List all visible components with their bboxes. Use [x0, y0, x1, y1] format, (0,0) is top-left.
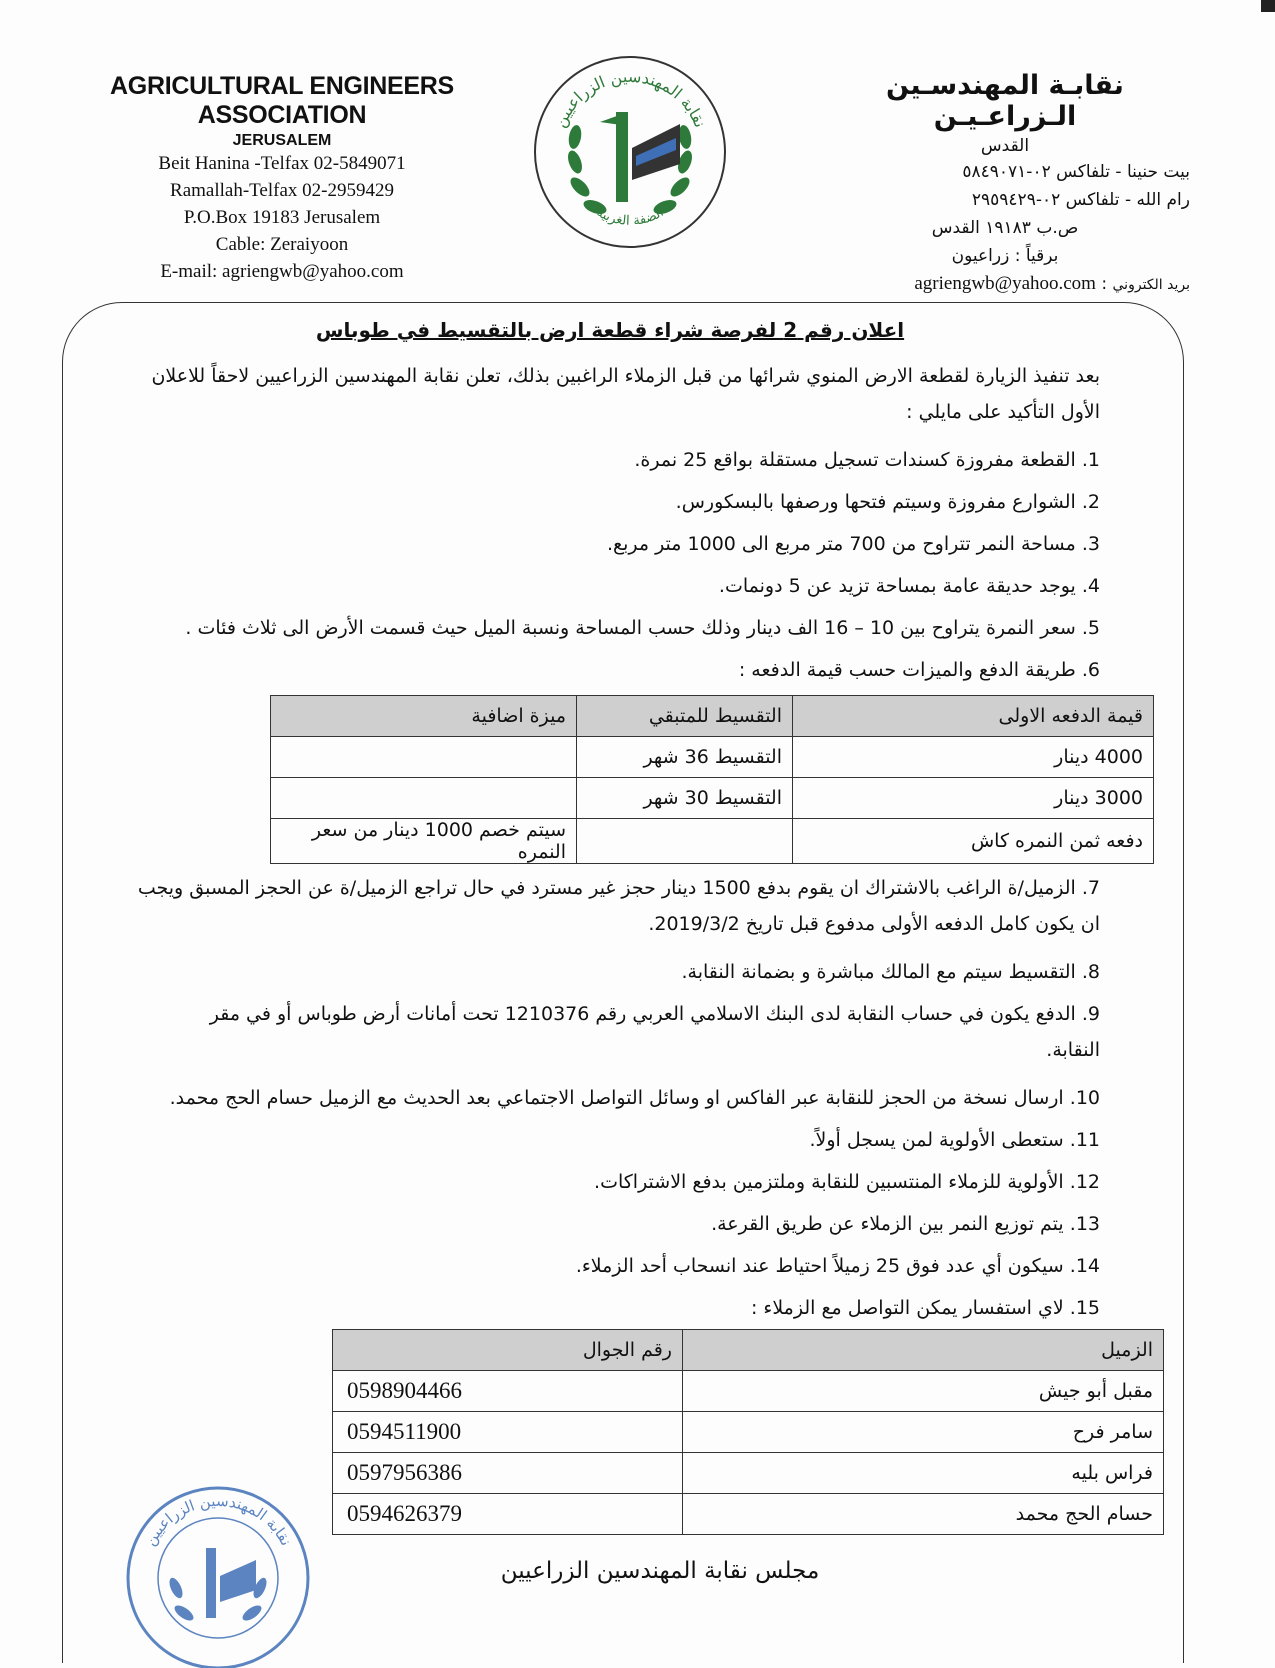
table-cell: [271, 778, 577, 819]
org-name-en: AGRICULTURAL ENGINEERS ASSOCIATION: [110, 72, 454, 129]
list-item: 4. يوجد حديقة عامة بمساحة تزيد عن 5 دونمات.: [718, 575, 1100, 597]
header-english: [52, 72, 512, 285]
table-row: [333, 1371, 1164, 1412]
table-header-row: [333, 1330, 1164, 1371]
table-row: [271, 819, 1154, 864]
contact-name: فراس بليه: [683, 1453, 1164, 1494]
contacts-table: [332, 1329, 1164, 1535]
table-cell: سيتم خصم 1000 دينار من سعر النمره: [271, 819, 577, 864]
email-label: بريد الكتروني: [1112, 277, 1190, 293]
column-header: ميزة اضافية: [271, 696, 577, 737]
address-line-ar: برقياً : زراعيون: [951, 246, 1059, 266]
list-item: 1. القطعة مفروزة كسندات تسجيل مستقلة بواقع 25 نمرة.: [634, 449, 1100, 471]
email-line-ar: agriengwb@yahoo.com : بريد الكتروني: [914, 273, 1190, 294]
contact-phone: 0594511900: [333, 1412, 683, 1453]
contact-phone: 0594626379: [333, 1494, 683, 1535]
email-line-en: E-mail: agriengwb@yahoo.com: [160, 261, 404, 282]
announcement-title: اعلان رقم 2 لفرصة شراء قطعة ارض بالتقسيط في طوباس: [315, 318, 905, 342]
logo-top-text: نقابة المهندسين الزراعيين: [550, 66, 710, 131]
contact-name: مقبل أبو جيش: [683, 1371, 1164, 1412]
stamp-text: نقابة المهندسين الزراعيين: [140, 1491, 296, 1549]
table-row: [333, 1494, 1164, 1535]
table-row: [271, 778, 1154, 819]
city-en: JERUSALEM: [232, 132, 332, 149]
table-cell: دفعه ثمن النمره كاش: [793, 819, 1154, 864]
column-header: رقم الجوال: [333, 1330, 683, 1371]
payment-table: [270, 695, 1154, 864]
stamp-emblem-icon: [167, 1548, 269, 1623]
list-item: 3. مساحة النمر تتراوح من 700 متر مربع الى 1000 متر مربع.: [606, 533, 1100, 555]
contact-name: سامر فرح: [683, 1412, 1164, 1453]
list-item: 12. الأولوية للزملاء المنتسبين للنقابة وملتزمين بدفع الاشتراكات.: [594, 1171, 1100, 1193]
column-header: التقسيط للمتبقي: [577, 696, 793, 737]
table-header-row: [271, 696, 1154, 737]
table-row: [333, 1412, 1164, 1453]
table-cell: التقسيط 30 شهر: [577, 778, 793, 819]
contact-name: حسام الحج محمد: [683, 1494, 1164, 1535]
email-address: agriengwb@yahoo.com: [914, 273, 1096, 294]
scan-edge: [1261, 0, 1275, 12]
header-arabic: [820, 70, 1190, 299]
list-item: 6. طريقة الدفع والميزات حسب قيمة الدفعه :: [738, 659, 1100, 681]
table-cell: [577, 819, 793, 864]
city-ar: القدس: [980, 136, 1030, 156]
logo-bottom-text: الضفة الغربية: [593, 205, 667, 229]
wheat-icon: [600, 112, 680, 202]
list-item: 8. التقسيط سيتم مع المالك مباشرة و بضمانة النقابة.: [681, 961, 1100, 983]
address-line: Beit Hanina -Telfax 02-5849071: [158, 153, 406, 174]
table-cell: [271, 737, 577, 778]
association-logo: [530, 52, 730, 252]
list-item: 11. ستعطى الأولوية لمن يسجل أولاً.: [809, 1129, 1100, 1151]
table-row: [333, 1453, 1164, 1494]
contact-phone: 0598904466: [333, 1371, 683, 1412]
table-cell: 3000 دينار: [793, 778, 1154, 819]
address-line-ar: بيت حنينا - تلفاكس ٠٢-٥٨٤٩٠٧١: [962, 162, 1190, 182]
list-item: 7. الزميل/ة الراغب بالاشتراك ان يقوم بدفع 1500 دينار حجز غير مسترد في حال تراجع الزميل/ة عن الحجز المسبق ويجب ان يكون كامل الدفعه الأولى مدفوع قبل تاريخ 2019/3/2.: [137, 877, 1100, 935]
association-stamp: [118, 1478, 318, 1668]
contact-phone: 0597956386: [333, 1453, 683, 1494]
list-item: 5. سعر النمرة يتراوح بين 10 – 16 الف دينار وذلك حسب المساحة ونسبة الميل حيث قسمت الأرض الى ثلاث فئات .: [185, 617, 1100, 639]
address-line-ar: ص.ب ١٩١٨٣ القدس: [931, 218, 1079, 238]
org-name-ar: نقابـة المهندسـين الـزراعـيـن: [886, 70, 1124, 132]
list-item: 13. يتم توزيع النمر بين الزملاء عن طريق القرعة.: [711, 1213, 1100, 1235]
table-cell: التقسيط 36 شهر: [577, 737, 793, 778]
address-line: P.O.Box 19183 Jerusalem: [183, 207, 381, 228]
table-cell: 4000 دينار: [793, 737, 1154, 778]
address-line: Cable: Zeraiyoon: [215, 234, 349, 255]
intro-paragraph: بعد تنفيذ الزيارة لقطعة الارض المنوي شرائها من قبل الزملاء الراغبين بذلك، تعلن نقابة المهندسين الزراعيين لاحقاً للاعلان الأول التأكيد على مايلي :: [151, 365, 1100, 423]
list-item: 10. ارسال نسخة من الحجز للنقابة عبر الفاكس او وسائل التواصل الاجتماعي بعد الحديث مع الزميل حسام الحج محمد.: [169, 1087, 1100, 1109]
column-header: الزميل: [683, 1330, 1164, 1371]
signature-line: مجلس نقابة المهندسين الزراعيين: [500, 1558, 820, 1584]
list-item: 2. الشوارع مفروزة وسيتم فتحها ورصفها بالبسكورس.: [675, 491, 1100, 513]
list-item: 15. لاي استفسار يمكن التواصل مع الزملاء :: [750, 1297, 1100, 1319]
address-line-ar: رام الله - تلفاكس ٠٢-٢٩٥٩٤٢٩: [971, 190, 1190, 210]
table-row: [271, 737, 1154, 778]
address-line: Ramallah-Telfax 02-2959429: [170, 180, 394, 201]
list-item: 9. الدفع يكون في حساب النقابة لدى البنك الاسلامي العربي رقم 1210376 تحت أمانات أرض طوباس أو في مقر النقابة.: [209, 1003, 1100, 1061]
list-item: 14. سيكون أي عدد فوق 25 زميلاً احتياط عند انسحاب أحد الزملاء.: [575, 1255, 1100, 1277]
column-header: قيمة الدفعه الاولى: [793, 696, 1154, 737]
